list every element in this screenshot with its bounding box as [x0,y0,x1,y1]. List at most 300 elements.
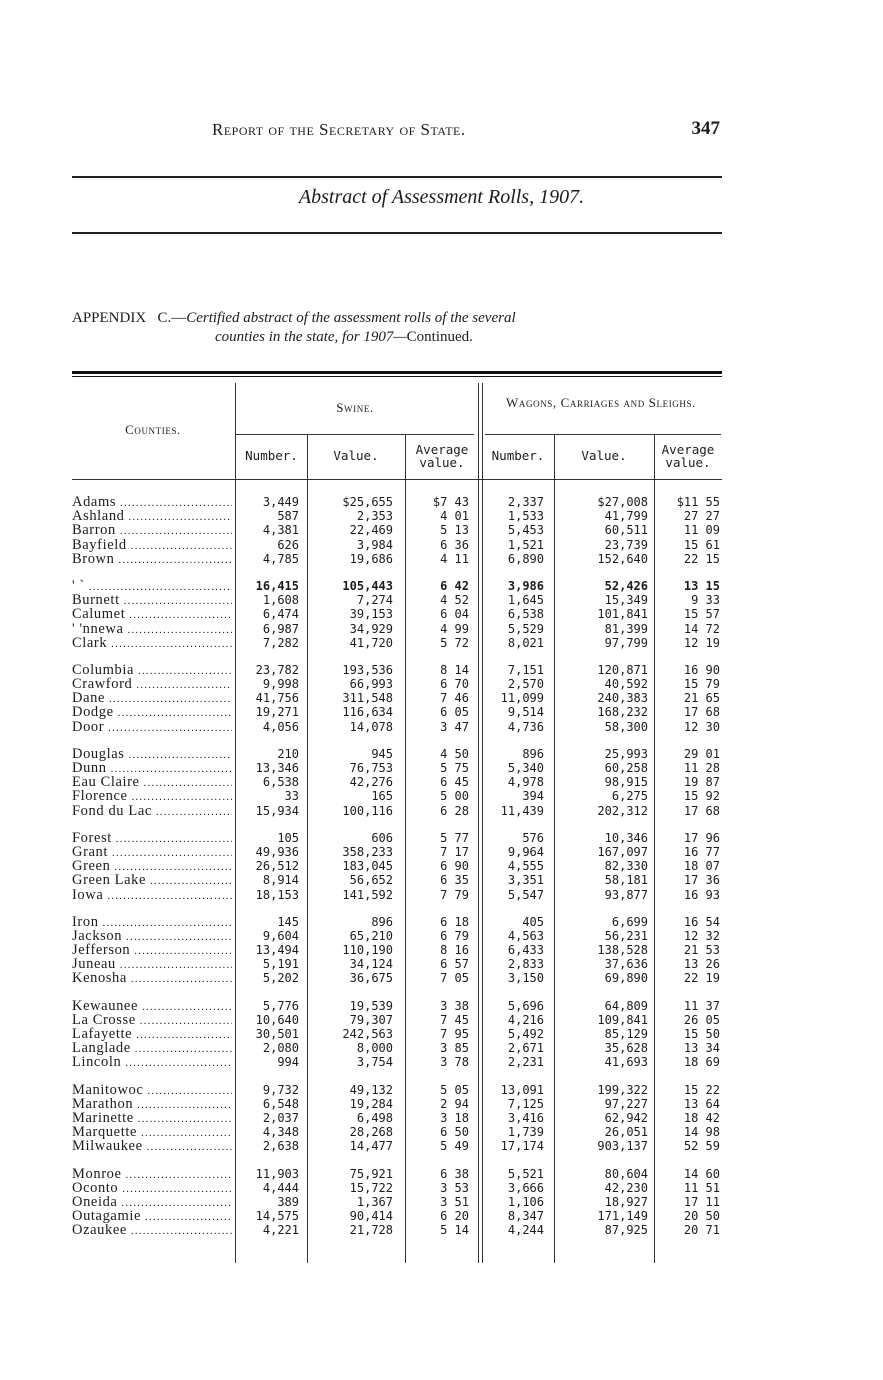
table-row [72,971,722,985]
table-row [72,1097,722,1111]
swine-number-cell: 4,785 [262,551,299,566]
swine-average-cell: 4 52 [440,593,469,608]
county-name: Ozaukee ..... [72,1223,232,1238]
table-row [72,593,722,607]
swine-value-cell: 21,728 [349,1223,393,1238]
swine-value-cell: 606 [371,830,393,845]
wagons-average-cell: 19 87 [683,775,720,790]
swine-number-cell: 626 [277,537,299,552]
wagons-average-cell: 15 92 [683,789,720,804]
wagons-number-cell: 4,563 [507,928,544,943]
table-row [72,915,722,929]
document-subtitle: Abstract of Assessment Rolls, 1907. [298,186,585,208]
swine-average-cell: 5 49 [440,1139,469,1154]
wagons-value-cell: 97,227 [604,1096,648,1111]
wagons-value-cell: 60,511 [604,523,648,538]
table-row [72,1195,722,1209]
swine-number-cell: 7,282 [262,635,299,650]
county-name: Langlade ..... [72,1041,232,1056]
wagons-average-cell: 16 93 [683,887,720,902]
county-name: Monroe ..... [72,1167,232,1182]
swine-number-cell: 41,756 [255,691,299,706]
wagons-number-cell: 2,570 [507,677,544,692]
table-row [72,747,722,761]
wagons-number-cell: 4,736 [507,719,544,734]
swine-value-cell: 311,548 [342,691,393,706]
wagons-value-cell: 97,799 [604,635,648,650]
swine-average-cell: 3 85 [440,1041,469,1056]
wagons-average-cell: 15 50 [683,1027,720,1041]
county-name: Marinette ..... [72,1111,232,1126]
swine-value-cell: $25,655 [342,495,393,509]
wagons-value-cell: 138,528 [597,943,648,958]
swine-value-cell: 56,652 [349,873,393,888]
swine-average-cell: 6 42 [440,578,469,593]
table-row [72,943,722,957]
wagons-number-cell: 1,521 [507,537,544,552]
swine-value-cell: 8,000 [356,1041,393,1056]
swine-value-cell: 19,686 [349,551,393,566]
wagons-value-cell: 58,300 [604,719,648,734]
wagons-value-cell: 60,258 [604,761,648,775]
table-row [72,1223,722,1237]
wagons-average-cell: 11 09 [683,523,720,538]
swine-value-cell: 116,634 [342,705,393,720]
county-name: Columbia ..... [72,663,232,678]
swine-average-cell: 6 50 [440,1125,469,1140]
swine-value-cell: 1,367 [356,1194,393,1209]
county-name: Clark ..... [72,636,232,651]
running-title: Report of the Secretary of State. [212,120,466,139]
table-row [72,804,722,818]
swine-value-cell: 19,284 [349,1096,393,1111]
swine-value-cell: 19,539 [349,998,393,1013]
wagons-value-cell: 62,942 [604,1110,648,1125]
swine-number-cell: 105 [277,830,299,845]
wagons-value-cell: $27,008 [597,495,648,509]
swine-number-cell: 13,494 [255,943,299,958]
wagons-average-cell: 13 34 [683,1041,720,1056]
wagons-average-cell: 16 54 [683,914,720,929]
wagons-value-cell: 903,137 [597,1139,648,1154]
wagons-average-cell: 12 19 [683,635,720,650]
table-row [72,789,722,803]
swine-average-cell: 3 51 [440,1194,469,1209]
table-row [72,1055,722,1069]
swine-number-cell: 5,202 [262,971,299,986]
table-row [72,636,722,650]
wagons-value-cell: 81,399 [604,621,648,636]
table-row [72,538,722,552]
wagons-number-cell: 2,833 [507,957,544,972]
swine-number-cell: 5,776 [262,998,299,1013]
header-rule-top [72,176,722,178]
table-row [72,509,722,523]
swine-value-cell: 7,274 [356,593,393,608]
swine-average-cell: 7 46 [440,691,469,706]
wagons-number-cell: 576 [522,830,544,845]
appendix-label: APPENDIX C.—Certified abstract of the assessment rolls of the several [72,310,516,326]
wagons-number-cell: 5,547 [507,887,544,902]
swine-number-cell: 1,608 [262,593,299,608]
swine-average-cell: 8 16 [440,943,469,958]
swine-average-cell: 6 18 [440,914,469,929]
swine-value-cell: 6,498 [356,1110,393,1125]
swine-value-cell: 183,045 [342,859,393,874]
wagons-number-cell: 1,645 [507,593,544,608]
wagons-value-cell: 6,275 [611,789,648,804]
swine-average-cell: 7 45 [440,1012,469,1027]
wagons-number-cell: 17,174 [500,1139,544,1154]
county-name: Kewaunee ..... [72,999,232,1014]
wagons-value-cell: 171,149 [597,1209,648,1224]
wagons-value-cell: 15,349 [604,593,648,608]
wagons-average-cell: 15 79 [683,677,720,692]
swine-value-cell: 79,307 [349,1012,393,1027]
county-name: Calumet ..... [72,607,232,622]
table-row [72,1083,722,1097]
county-name: Marquette ..... [72,1125,232,1140]
wagons-value-cell: 42,230 [604,1180,648,1195]
table-row [72,775,722,789]
swine-value-cell: 100,116 [342,803,393,818]
table-row [72,859,722,873]
wagons-number-cell: 4,555 [507,859,544,874]
swine-value-cell: 34,124 [349,957,393,972]
wagons-value-cell: 56,231 [604,928,648,943]
wagons-number-cell: 2,337 [507,495,544,509]
swine-header-divider [236,434,474,435]
table-row [72,1125,722,1139]
swine-number-cell: 145 [277,914,299,929]
wagons-value-cell: 199,322 [597,1082,648,1097]
table-top-rule [72,371,722,377]
swine-number-cell: 6,474 [262,607,299,622]
wagons-value-cell: 98,915 [604,775,648,790]
county-name: Juneau ..... [72,957,232,972]
wagons-average-cell: 15 61 [683,537,720,552]
swine-value-cell: 36,675 [349,971,393,986]
swine-average-cell: 5 13 [440,523,469,538]
wagons-average-cell: 11 51 [683,1180,720,1195]
wagons-average-cell: 18 07 [683,859,720,874]
row-group [72,495,722,566]
wagons-average-cell: 11 37 [683,998,720,1013]
wagons-average-cell: 27 27 [683,509,720,524]
swine-average-cell: 3 53 [440,1180,469,1195]
row-group [72,1083,722,1154]
swine-average-cell: 7 79 [440,887,469,902]
county-name: Jackson ..... [72,929,232,944]
swine-number-cell: 26,512 [255,859,299,874]
swine-average-cell: 3 18 [440,1110,469,1125]
table-row [72,831,722,845]
wagons-number-cell: 394 [522,789,544,804]
header-rule-bottom [72,232,722,234]
table-row [72,1013,722,1027]
swine-number-cell: 6,548 [262,1096,299,1111]
county-name: Marathon ..... [72,1097,232,1112]
swine-value-cell: 193,536 [342,662,393,677]
table-row [72,677,722,691]
row-group [72,663,722,734]
row-group [72,579,722,650]
wagons-average-cell: 13 64 [683,1096,720,1111]
county-name: Oneida ..... [72,1195,232,1210]
swine-value-cell: 66,993 [349,677,393,692]
row-group [72,999,722,1070]
wagons-average-cell: 20 71 [683,1223,720,1238]
wagons-value-cell: 80,604 [604,1166,648,1181]
table-row [72,691,722,705]
swine-number-cell: 11,903 [255,1166,299,1181]
swine-number-cell: 6,538 [262,775,299,790]
swine-average-cell: 2 94 [440,1096,469,1111]
row-group [72,1167,722,1238]
wagons-average-cell: 17 96 [683,830,720,845]
wagons-number-cell: 6,538 [507,607,544,622]
swine-value-cell: 242,563 [342,1027,393,1041]
wagons-value-cell: 69,890 [604,971,648,986]
swine-number-cell: 18,153 [255,887,299,902]
wagons-number-header: Number. [491,448,545,463]
wagons-number-cell: 9,514 [507,705,544,720]
swine-value-cell: 76,753 [349,761,393,775]
wagons-value-cell: 82,330 [604,859,648,874]
wagons-number-cell: 3,416 [507,1110,544,1125]
swine-number-cell: 23,782 [255,662,299,677]
wagons-number-cell: 11,099 [500,691,544,706]
swine-value-cell: 14,477 [349,1139,393,1154]
swine-average-cell: 5 00 [440,789,469,804]
wagons-value-cell: 10,346 [604,830,648,845]
swine-average-cell: 5 75 [440,761,469,775]
swine-number-cell: 4,348 [262,1125,299,1140]
table-row [72,1181,722,1195]
row-group [72,915,722,986]
swine-value-cell: 28,268 [349,1125,393,1140]
wagons-number-cell: 4,978 [507,775,544,790]
swine-number-cell: 4,444 [262,1180,299,1195]
county-name: Green ..... [72,859,232,874]
table-row [72,1111,722,1125]
swine-value-cell: 90,414 [349,1209,393,1224]
wagons-average-cell: 18 42 [683,1110,720,1125]
swine-value-cell: 110,190 [342,943,393,958]
wagons-header-divider [485,434,721,435]
county-name: Lincoln ..... [72,1055,232,1070]
swine-average-cell: 6 70 [440,677,469,692]
county-name: Ashland ..... [72,509,232,524]
wagons-value-cell: 35,628 [604,1041,648,1056]
county-name: Jefferson ..... [72,943,232,958]
wagons-number-cell: 3,666 [507,1180,544,1195]
table-row [72,705,722,719]
table-row [72,929,722,943]
county-name: Iron ..... [72,915,232,930]
swine-average-cell: 4 50 [440,746,469,761]
swine-average-cell: 5 77 [440,830,469,845]
table-row [72,495,722,509]
swine-average-cell: 6 28 [440,803,469,818]
county-name: Bayfield ..... [72,538,232,553]
swine-value-cell: 141,592 [342,887,393,902]
wagons-number-cell: 405 [522,914,544,929]
swine-value-cell: 358,233 [342,844,393,859]
table-row [72,761,722,775]
swine-average-cell: 6 04 [440,607,469,622]
wagons-average-cell: 22 15 [683,551,720,566]
wagons-number-cell: 5,696 [507,998,544,1013]
wagons-number-cell: 8,021 [507,635,544,650]
county-name: Fond du Lac ..... [72,804,232,819]
county-name: Kenosha ..... [72,971,232,986]
wagons-value-cell: 18,927 [604,1194,648,1209]
wagons-number-cell: 6,433 [507,943,544,958]
wagons-value-cell: 41,693 [604,1055,648,1070]
swine-number-cell: 16,415 [255,578,299,593]
wagons-value-cell: 6,699 [611,914,648,929]
swine-number-cell: 210 [277,746,299,761]
wagons-value-cell: 167,097 [597,844,648,859]
table-row [72,720,722,734]
swine-average-cell: 5 14 [440,1223,469,1238]
wagons-average-cell: 14 60 [683,1166,720,1181]
table-row [72,1209,722,1223]
wagons-average-cell: 13 15 [683,578,720,593]
swine-average-cell: 3 47 [440,719,469,734]
swine-number-cell: 994 [277,1055,299,1070]
swine-number-cell: 33 [284,789,299,804]
wagons-average-cell: 21 53 [683,943,720,958]
swine-value-cell: 75,921 [349,1166,393,1181]
wagons-average-cell: 20 50 [683,1209,720,1224]
swine-average-cell: 4 11 [440,551,469,566]
wagons-value-cell: 202,312 [597,803,648,818]
wagons-number-cell: 7,151 [507,662,544,677]
table-row [72,607,722,621]
wagons-number-cell: 11,439 [500,803,544,818]
swine-number-cell: 2,080 [262,1041,299,1056]
county-name: Iowa ..... [72,888,232,903]
wagons-average-cell: 14 72 [683,621,720,636]
table-body [72,495,722,1250]
table-row [72,888,722,902]
county-name: Oconto ..... [72,1181,232,1196]
swine-number-cell: 49,936 [255,844,299,859]
county-name: Outagamie ..... [72,1209,232,1224]
wagons-value-cell: 64,809 [604,998,648,1013]
swine-number-cell: 3,449 [262,495,299,509]
swine-average-cell: 3 38 [440,998,469,1013]
counties-header: Counties. [125,422,181,437]
wagons-value-cell: 93,877 [604,887,648,902]
table-row [72,1027,722,1041]
wagons-value-cell: 52,426 [604,578,648,593]
page-number: 347 [691,118,720,139]
swine-average-cell: 7 17 [440,844,469,859]
swine-number-cell: 15,934 [255,803,299,818]
swine-number-cell: 2,037 [262,1110,299,1125]
table-row [72,845,722,859]
swine-number-header: Number. [245,448,298,463]
swine-average-cell: 8 14 [440,662,469,677]
wagons-value-cell: 152,640 [597,551,648,566]
swine-number-cell: 10,640 [255,1012,299,1027]
row-group [72,831,722,902]
wagons-value-header: Value. [581,448,627,463]
swine-number-cell: 14,575 [255,1209,299,1224]
wagons-average-cell: 17 68 [683,803,720,818]
wagons-value-cell: 120,871 [597,662,648,677]
county-name: Douglas ..... [72,747,232,762]
county-name: Eau Claire ..... [72,775,232,790]
wagons-value-cell: 168,232 [597,705,648,720]
swine-average-cell: 5 72 [440,635,469,650]
wagons-value-cell: 240,383 [597,691,648,706]
swine-value-cell: 42,276 [349,775,393,790]
swine-average-cell: 6 35 [440,873,469,888]
county-name: Forest ..... [72,831,232,846]
swine-average-cell: 4 01 [440,509,469,524]
swine-number-cell: 9,604 [262,928,299,943]
wagons-number-cell: 896 [522,746,544,761]
swine-average-cell: 3 78 [440,1055,469,1070]
wagons-average-cell: 16 90 [683,662,720,677]
wagons-number-cell: 5,492 [507,1027,544,1041]
county-name: Lafayette ..... [72,1027,232,1042]
wagons-average-cell: 15 22 [683,1082,720,1097]
swine-number-cell: 19,271 [255,705,299,720]
swine-value-cell: 3,754 [356,1055,393,1070]
wagons-number-cell: 1,739 [507,1125,544,1140]
swine-value-cell: 34,929 [349,621,393,636]
swine-value-cell: 15,722 [349,1180,393,1195]
wagons-number-cell: 3,150 [507,971,544,986]
swine-average-cell: 7 05 [440,971,469,986]
wagons-number-cell: 9,964 [507,844,544,859]
county-name: Green Lake ..... [72,873,232,888]
swine-average-cell: 6 38 [440,1166,469,1181]
wagons-value-cell: 58,181 [604,873,648,888]
wagons-average-cell: 13 26 [683,957,720,972]
wagons-average-cell: 12 32 [683,928,720,943]
swine-number-cell: 13,346 [255,761,299,775]
wagons-average-cell: 22 19 [683,971,720,986]
swine-number-cell: 4,381 [262,523,299,538]
wagons-average-cell: 21 65 [683,691,720,706]
wagons-number-cell: 3,351 [507,873,544,888]
wagons-average-cell: 17 36 [683,873,720,888]
county-name: Burnett ..... [72,593,232,608]
swine-number-cell: 2,638 [262,1139,299,1154]
wagons-average-cell: 12 30 [683,719,720,734]
table-row [72,999,722,1013]
appendix-caption [72,309,722,347]
wagons-average-cell: 17 11 [683,1194,720,1209]
table-row [72,1041,722,1055]
swine-number-cell: 587 [277,509,299,524]
table-row [72,523,722,537]
swine-average-header: Average value. [415,442,469,470]
swine-number-cell: 9,998 [262,677,299,692]
wagons-average-cell: 17 68 [683,705,720,720]
wagons-number-cell: 1,106 [507,1194,544,1209]
swine-value-cell: 2,353 [356,509,393,524]
wagons-header: Wagons, Carriages and Sleighs. [506,395,696,410]
wagons-average-cell: 26 05 [683,1012,720,1027]
swine-average-cell: 7 95 [440,1027,469,1041]
